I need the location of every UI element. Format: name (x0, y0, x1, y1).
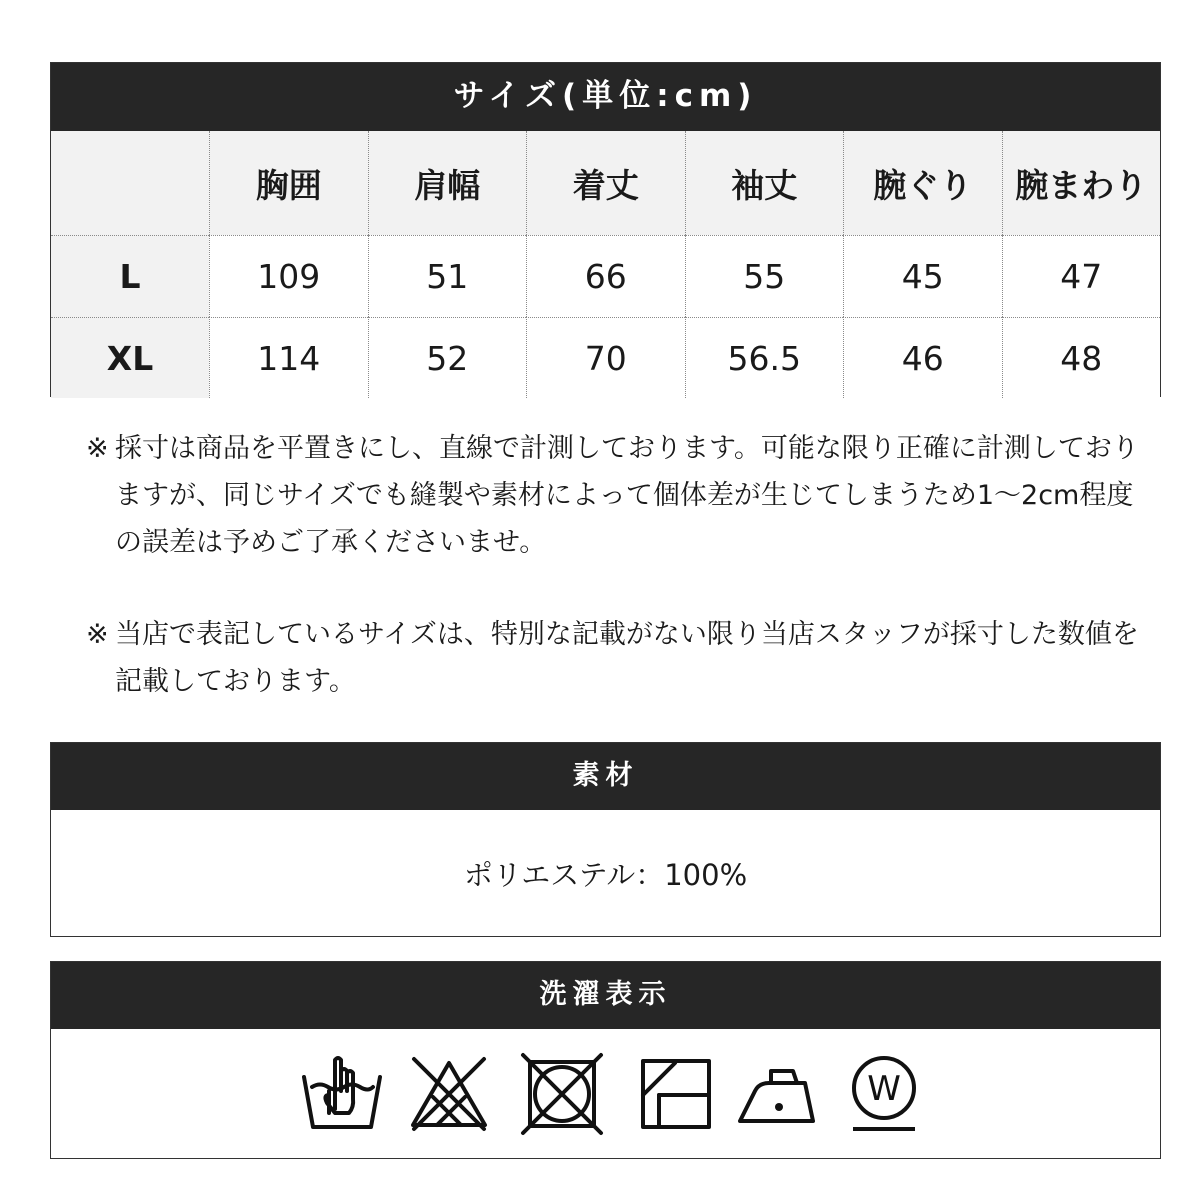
table-cell: 109 (209, 235, 368, 317)
table-cell: 47 (1002, 235, 1161, 317)
care-instructions-box (50, 961, 1161, 1159)
note-text: 採寸は商品を平置きにし、直線で計測しております。可能な限り正確に計測しておりますが、同じサイズでも縫製や素材によって個体差が生じてしまうため1～2cm程度の誤差は予めご了承くださいませ。 (115, 433, 1139, 558)
wet-clean-letter: W (867, 1069, 901, 1109)
hand-wash-icon (299, 1051, 385, 1137)
row-label-l: L (51, 235, 209, 317)
table-cell: 55 (685, 235, 844, 317)
care-title: 洗濯表示 (51, 962, 1160, 1029)
table-cell: 48 (1002, 317, 1161, 398)
note-mark: ※ (86, 619, 109, 650)
material-title: 素材 (51, 743, 1160, 810)
note-measurement-method (86, 425, 1146, 566)
note-text: 当店で表記しているサイズは、特別な記載がない限り当店スタッフが採寸した数値を記載しております。 (115, 619, 1139, 697)
column-header-length: 着丈 (526, 131, 685, 235)
column-header-armhole: 腕ぐり (843, 131, 1002, 235)
table-cell: 52 (368, 317, 527, 398)
corner-cell (51, 131, 209, 235)
size-grid (51, 131, 1160, 398)
size-table-title: サイズ(単位:cm) (51, 63, 1160, 131)
column-header-sleeve: 袖丈 (685, 131, 844, 235)
table-cell: 46 (843, 317, 1002, 398)
note-mark: ※ (86, 433, 109, 464)
iron-low-temperature-icon (737, 1051, 823, 1137)
material-content (51, 810, 1160, 936)
table-cell: 51 (368, 235, 527, 317)
column-header-shoulder: 肩幅 (368, 131, 527, 235)
table-cell: 56.5 (685, 317, 844, 398)
material-box (50, 742, 1161, 937)
care-icons (51, 1029, 1160, 1158)
table-cell: 45 (843, 235, 1002, 317)
column-header-chest: 胸囲 (209, 131, 368, 235)
table-cell: 114 (209, 317, 368, 398)
material-text: ポリエステル：100% (463, 857, 748, 892)
professional-wet-cleaning-icon (841, 1051, 927, 1137)
do-not-tumble-dry-icon (519, 1051, 605, 1137)
size-table (50, 62, 1161, 397)
row-label-xl: XL (51, 317, 209, 398)
measurement-notes (86, 425, 1146, 705)
table-cell: 66 (526, 235, 685, 317)
column-header-arm-circumference: 腕まわり (1002, 131, 1161, 235)
drip-dry-in-shade-icon (633, 1051, 719, 1137)
do-not-bleach-icon (406, 1051, 492, 1137)
note-size-source (86, 611, 1146, 705)
table-cell: 70 (526, 317, 685, 398)
